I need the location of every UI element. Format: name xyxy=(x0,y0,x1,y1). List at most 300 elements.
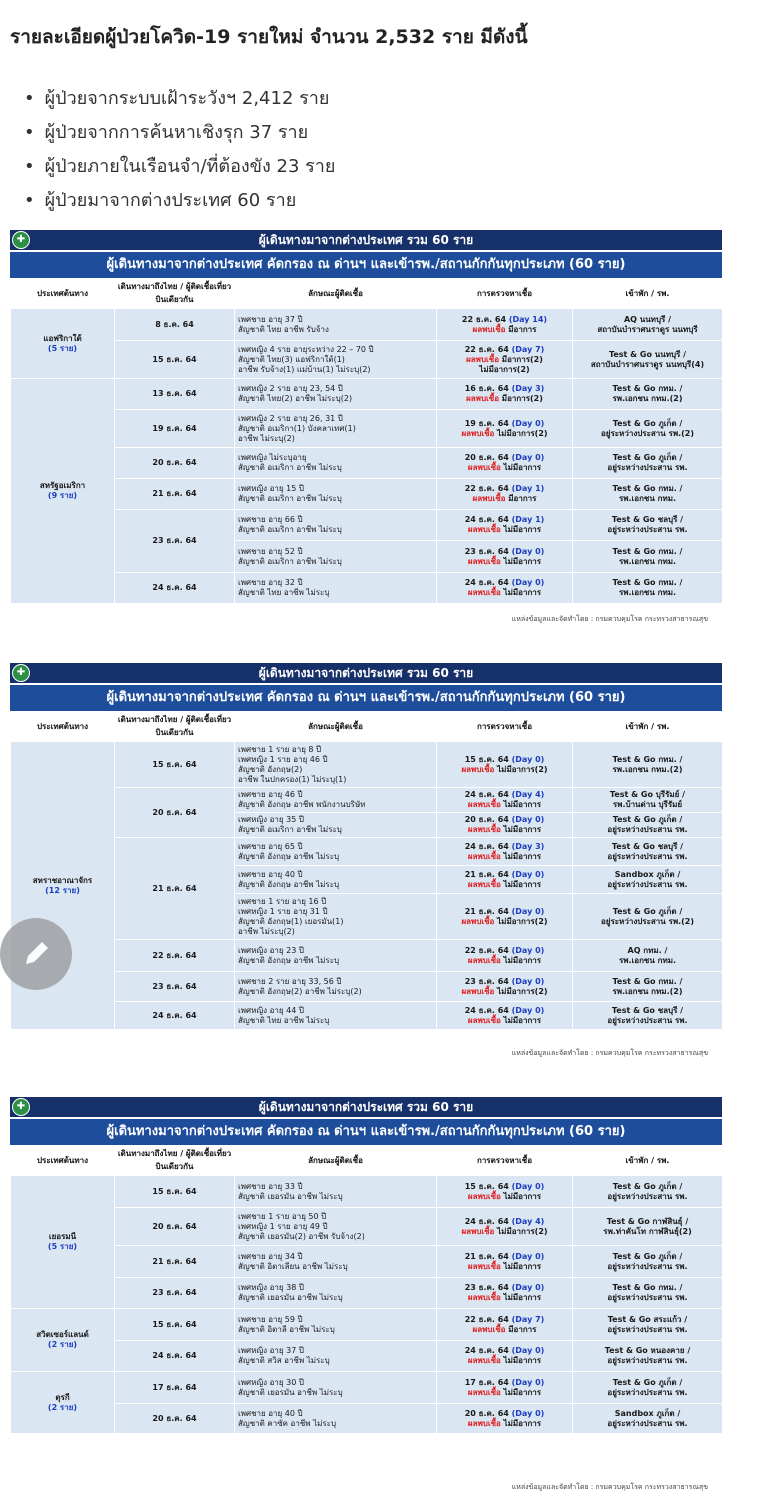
test-date: 15 ธ.ค. 64 xyxy=(464,754,512,764)
test-date: 22 ธ.ค. 64 xyxy=(464,484,512,493)
positive-label: ผลพบเชื้อ xyxy=(466,394,502,403)
column-header: การตรวจหาเชื้อ xyxy=(437,278,573,309)
quarantine-line: Sandbox ภูเก็ต / xyxy=(614,869,681,879)
test-date: 24 ธ.ค. 64 xyxy=(464,578,512,587)
column-header: เข้าพัก / รพ. xyxy=(573,1145,723,1176)
test-date: 24 ธ.ค. 64 xyxy=(464,515,512,524)
source-note: แหล่งข้อมูลและจัดทำโดย : กรมควบคุมโรค กระทรวงสาธารณสุข xyxy=(511,615,708,623)
arrival-date-cell: 21 ธ.ค. 64 xyxy=(115,479,235,510)
table-row xyxy=(11,510,723,541)
test-result-cell xyxy=(437,1208,573,1246)
quarantine-line: Test & Go บุรีรัมย์ / xyxy=(609,790,686,799)
test-day: (Day 0) xyxy=(511,1005,545,1015)
quarantine-line: อยู่ระหว่างประสาน รพ. xyxy=(607,1191,688,1201)
test-date: 24 ธ.ค. 64 xyxy=(464,1216,512,1226)
covid-table-panel xyxy=(10,1097,722,1434)
symptom-status: ไม่มีอาการ(2) xyxy=(479,364,530,374)
patient-description-cell xyxy=(235,379,437,410)
country-name: ตุรกี xyxy=(55,1392,70,1402)
column-header: เดินทางมาถึงไทย / ผู้ติดเชื้อเที่ยวบินเดียวกัน xyxy=(115,711,235,742)
symptom-status: ไม่มีอาการ xyxy=(503,463,542,472)
test-result-cell xyxy=(437,894,573,940)
description-line: สัญชาติ เยอรมัน อาชีพ ไม่ระบุ xyxy=(238,1191,343,1201)
patient-description-cell xyxy=(235,1372,437,1404)
symptom-status: ไม่มีอาการ(2) xyxy=(497,764,548,774)
positive-label: ผลพบเชื้อ xyxy=(467,800,504,809)
table-row xyxy=(11,1278,723,1309)
test-day: (Day 3) xyxy=(511,384,545,393)
quarantine-line: Test & Go กทม. / xyxy=(612,484,683,493)
description-line: สัญชาติ อังกฤษ อาชีพ ไม่ระบุ xyxy=(238,955,340,965)
quarantine-line: รพ.ท่าคันโท กาฬสินธุ์(2) xyxy=(603,1226,692,1236)
test-result-cell xyxy=(437,573,573,604)
description-line: เพศหญิง 4 ราย อายุระหว่าง 22 – 70 ปี xyxy=(238,344,374,354)
description-line: เพศหญิง อายุ 30 ปี xyxy=(238,1377,304,1387)
table-row xyxy=(11,309,723,341)
arrival-date-cell: 19 ธ.ค. 64 xyxy=(115,410,235,448)
table-row xyxy=(11,379,723,410)
arrival-date-cell: 15 ธ.ค. 64 xyxy=(115,1176,235,1208)
description-line: เพศหญิง อายุ 35 ปี xyxy=(238,815,304,824)
description-line: อาชีพ ไม่ระบุ(2) xyxy=(238,926,295,936)
quarantine-line: อยู่ระหว่างประสาน รพ. xyxy=(607,851,688,861)
symptom-status: มีอาการ xyxy=(508,494,537,503)
symptom-status: ไม่มีอาการ xyxy=(503,1191,542,1201)
positive-label: ผลพบเชื้อ xyxy=(466,354,502,364)
cases-table xyxy=(10,1145,723,1434)
test-day: (Day 4) xyxy=(511,1216,545,1226)
test-day: (Day 0) xyxy=(511,1251,545,1261)
test-result-cell xyxy=(437,309,573,341)
table-row xyxy=(11,410,723,448)
quarantine-line: AQ กทม. / xyxy=(627,945,668,955)
panel-title-text: ผู้เดินทางมาจากต่างประเทศ รวม 60 ราย xyxy=(258,666,474,680)
description-line: เพศชาย อายุ 52 ปี xyxy=(238,546,303,556)
patient-description-cell xyxy=(235,742,437,788)
test-day: (Day 0) xyxy=(511,869,545,879)
symptom-status: ไม่มีอาการ xyxy=(503,1418,542,1428)
description-line: อาชีพ รับจ้าง(1) แม่บ้าน(1) ไม่ระบุ(2) xyxy=(238,364,371,374)
table-row xyxy=(11,838,723,866)
quarantine-line: รพ.เอกชน กทม.(2) xyxy=(612,986,683,996)
summary-item: • ผู้ป่วยมาจากต่างประเทศ 60 ราย xyxy=(24,184,335,218)
description-line: เพศหญิง ไม่ระบุอายุ xyxy=(238,453,307,462)
test-result-cell xyxy=(437,813,573,838)
patient-description-cell xyxy=(235,1208,437,1246)
description-line: สัญชาติ เยอรมัน อาชีพ ไม่ระบุ xyxy=(238,1387,343,1397)
quarantine-place-cell xyxy=(573,1404,723,1434)
arrival-date-cell: 23 ธ.ค. 64 xyxy=(115,1278,235,1309)
column-header: เดินทางมาถึงไทย / ผู้ติดเชื้อเที่ยวบินเดียวกัน xyxy=(115,1145,235,1176)
column-header: ประเทศต้นทาง xyxy=(11,711,115,742)
test-day: (Day 0) xyxy=(511,1346,545,1355)
test-day: (Day 1) xyxy=(511,515,545,524)
quarantine-place-cell xyxy=(573,1002,723,1030)
test-result-cell xyxy=(437,510,573,541)
column-header: เข้าพัก / รพ. xyxy=(573,711,723,742)
description-line: เพศชาย อายุ 37 ปี xyxy=(238,314,303,324)
quarantine-line: รพ.บ้านด่าน บุรีรัมย์ xyxy=(612,800,683,809)
arrival-date-cell: 21 ธ.ค. 64 xyxy=(115,838,235,940)
quarantine-place-cell xyxy=(573,1246,723,1278)
test-day: (Day 0) xyxy=(511,976,545,986)
column-header: การตรวจหาเชื้อ xyxy=(437,1145,573,1176)
description-line: เพศหญิง อายุ 38 ปี xyxy=(238,1283,304,1292)
test-date: 24 ธ.ค. 64 xyxy=(464,1005,512,1015)
test-result-cell xyxy=(437,1404,573,1434)
arrival-date-cell: 23 ธ.ค. 64 xyxy=(115,972,235,1002)
quarantine-place-cell xyxy=(573,448,723,479)
quarantine-line: AQ นนทบุรี / xyxy=(623,314,672,324)
symptom-status: ไม่มีอาการ(2) xyxy=(497,1226,548,1236)
quarantine-place-cell xyxy=(573,894,723,940)
ministry-logo-icon: ✚ xyxy=(12,664,30,682)
origin-country-cell xyxy=(11,1176,115,1309)
description-line: สัญชาติ อังกฤษ อาชีพ พนักงานบริษัท xyxy=(238,800,366,809)
column-header: ประเทศต้นทาง xyxy=(11,278,115,309)
description-line: เพศหญิง อายุ 44 ปี xyxy=(238,1005,304,1015)
arrival-date-cell: 21 ธ.ค. 64 xyxy=(115,1246,235,1278)
quarantine-line: Test & Go กทม. / xyxy=(612,384,683,393)
quarantine-line: รพ.เอกชน กทม. xyxy=(618,494,677,503)
patient-description-cell xyxy=(235,940,437,972)
quarantine-line: อยู่ระหว่างประสาน รพ. xyxy=(607,525,688,534)
test-result-cell xyxy=(437,742,573,788)
description-line: เพศหญิง อายุ 23 ปี xyxy=(238,945,304,955)
table-row xyxy=(11,788,723,813)
description-line: เพศหญิง อายุ 37 ปี xyxy=(238,1346,304,1355)
covid-table-panel xyxy=(10,663,722,1030)
column-header: เดินทางมาถึงไทย / ผู้ติดเชื้อเที่ยวบินเดียวกัน xyxy=(115,278,235,309)
quarantine-line: Test & Go ภูเก็ต / xyxy=(612,1377,683,1387)
positive-label: ผลพบเชื้อ xyxy=(461,428,498,438)
arrival-date-cell: 20 ธ.ค. 64 xyxy=(115,1404,235,1434)
test-date: 24 ธ.ค. 64 xyxy=(464,1346,512,1355)
table-header-row xyxy=(11,1145,723,1176)
test-result-cell xyxy=(437,541,573,573)
quarantine-place-cell xyxy=(573,573,723,604)
positive-label: ผลพบเชื้อ xyxy=(467,825,504,834)
arrival-date-cell: 20 ธ.ค. 64 xyxy=(115,788,235,838)
column-header: การตรวจหาเชื้อ xyxy=(437,711,573,742)
positive-label: ผลพบเชื้อ xyxy=(467,955,504,965)
patient-description-cell xyxy=(235,813,437,838)
symptom-status: ไม่มีอาการ xyxy=(503,879,542,889)
symptom-status: มีอาการ xyxy=(508,1324,537,1334)
table-header-row xyxy=(11,711,723,742)
patient-description-cell xyxy=(235,479,437,510)
test-result-cell xyxy=(437,1372,573,1404)
description-line: สัญชาติ อังกฤษ(2) อาชีพ ไม่ระบุ(2) xyxy=(238,986,362,996)
country-name: สหราชอาณาจักร xyxy=(32,875,93,885)
quarantine-line: อยู่ระหว่างประสาน รพ. xyxy=(607,1418,688,1428)
positive-label: ผลพบเชื้อ xyxy=(461,916,498,926)
arrival-date-cell: 8 ธ.ค. 64 xyxy=(115,309,235,341)
positive-label: ผลพบเชื้อ xyxy=(467,556,504,566)
test-date: 17 ธ.ค. 64 xyxy=(464,1377,512,1387)
test-result-cell xyxy=(437,1309,573,1341)
patient-description-cell xyxy=(235,573,437,604)
symptom-status: ไม่มีอาการ xyxy=(503,955,542,965)
quarantine-line: Test & Go ภูเก็ต / xyxy=(612,906,683,916)
quarantine-line: Test & Go สระแก้ว / xyxy=(607,1314,688,1324)
test-result-cell xyxy=(437,972,573,1002)
country-count: (2 ราย) xyxy=(47,1340,78,1349)
symptom-status: ไม่มีอาการ xyxy=(503,1293,542,1302)
quarantine-line: รพ.เอกชน กทม. xyxy=(618,556,677,566)
quarantine-line: Test & Go ภูเก็ต / xyxy=(612,453,683,462)
description-line: เพศชาย 1 ราย อายุ 50 ปี xyxy=(238,1211,327,1221)
quarantine-line: รพ.เอกชน กทม.(2) xyxy=(612,764,683,774)
panel-title xyxy=(10,230,722,250)
ministry-logo-icon: ✚ xyxy=(12,1098,30,1116)
quarantine-place-cell xyxy=(573,788,723,813)
quarantine-place-cell xyxy=(573,1309,723,1341)
arrival-date-cell: 20 ธ.ค. 64 xyxy=(115,1208,235,1246)
description-line: เพศชาย อายุ 40 ปี xyxy=(238,1408,303,1418)
test-result-cell xyxy=(437,788,573,813)
quarantine-line: Test & Go กทม. / xyxy=(612,546,683,556)
pencil-icon xyxy=(18,936,54,972)
panel-subtitle: ผู้เดินทางมาจากต่างประเทศ คัดกรอง ณ ด่านฯ และเข้ารพ./สถานกักกันทุกประเภท (60 ราย) xyxy=(10,683,722,711)
positive-label: ผลพบเชื้อ xyxy=(467,1261,504,1271)
positive-label: ผลพบเชื้อ xyxy=(467,588,504,597)
quarantine-place-cell xyxy=(573,1208,723,1246)
test-date: 22 ธ.ค. 64 xyxy=(464,945,512,955)
quarantine-line: Test & Go กทม. / xyxy=(612,578,683,587)
symptom-status: ไม่มีอาการ xyxy=(503,525,542,534)
test-day: (Day 0) xyxy=(511,1283,545,1292)
quarantine-line: Test & Go ภูเก็ต / xyxy=(612,418,683,428)
description-line: อาชีพ ไม่ระบุ(2) xyxy=(238,433,295,443)
description-line: เพศชาย อายุ 34 ปี xyxy=(238,1251,303,1261)
arrival-date-cell: 22 ธ.ค. 64 xyxy=(115,940,235,972)
description-line: เพศชาย 2 ราย อายุ 33, 56 ปี xyxy=(238,976,342,986)
description-line: เพศหญิง 2 ราย อายุ 23, 54 ปี xyxy=(238,384,343,393)
description-line: สัญชาติ ไทย(2) อาชีพ ไม่ระบุ(2) xyxy=(238,394,353,403)
covid-table-panel xyxy=(10,230,722,604)
quarantine-line: อยู่ระหว่างประสาน รพ. xyxy=(607,825,688,834)
ministry-logo-icon: ✚ xyxy=(12,231,30,249)
test-day: (Day 4) xyxy=(511,790,545,799)
description-line: สัญชาติ คาซัค อาชีพ ไม่ระบุ xyxy=(238,1418,337,1428)
source-note: แหล่งข้อมูลและจัดทำโดย : กรมควบคุมโรค กระทรวงสาธารณสุข xyxy=(511,1049,708,1057)
test-result-cell xyxy=(437,1341,573,1372)
symptom-status: ไม่มีอาการ(2) xyxy=(497,916,548,926)
quarantine-place-cell xyxy=(573,940,723,972)
test-day: (Day 0) xyxy=(511,815,545,824)
quarantine-place-cell xyxy=(573,541,723,573)
country-name: สหรัฐอเมริกา xyxy=(39,481,86,490)
description-line: สัญชาติ อเมริกา อาชีพ ไม่ระบุ xyxy=(238,556,342,566)
test-date: 21 ธ.ค. 64 xyxy=(464,869,512,879)
patient-description-cell xyxy=(235,1176,437,1208)
symptom-status: มีอาการ(2) xyxy=(501,394,543,403)
test-result-cell xyxy=(437,940,573,972)
symptom-status: ไม่มีอาการ xyxy=(503,1261,542,1271)
test-date: 19 ธ.ค. 64 xyxy=(464,418,512,428)
patient-description-cell xyxy=(235,894,437,940)
quarantine-line: รพ.เอกชน กทม.(2) xyxy=(612,394,683,403)
description-line: อาชีพ ในปกครอง(1) ไม่ระบุ(1) xyxy=(238,774,347,784)
description-line: เพศชาย อายุ 66 ปี xyxy=(238,515,303,524)
column-header: ลักษณะผู้ติดเชื้อ xyxy=(235,1145,437,1176)
test-result-cell xyxy=(437,379,573,410)
positive-label: ผลพบเชื้อ xyxy=(467,1356,504,1365)
quarantine-place-cell xyxy=(573,479,723,510)
table-row xyxy=(11,1176,723,1208)
arrival-date-cell: 15 ธ.ค. 64 xyxy=(115,1309,235,1341)
table-row xyxy=(11,1002,723,1030)
test-result-cell xyxy=(437,1176,573,1208)
test-date: 20 ธ.ค. 64 xyxy=(464,815,512,824)
positive-label: ผลพบเชื้อ xyxy=(472,324,509,334)
description-line: สัญชาติ อิตาเลียน อาชีพ ไม่ระบุ xyxy=(238,1261,348,1271)
country-name: เยอรมนี xyxy=(48,1232,77,1241)
symptom-status: มีอาการ(2) xyxy=(501,354,543,364)
positive-label: ผลพบเชื้อ xyxy=(461,986,498,996)
patient-description-cell xyxy=(235,448,437,479)
description-line: เพศหญิง 1 ราย อายุ 49 ปี xyxy=(238,1221,328,1231)
summary-item: • ผู้ป่วยจากการค้นหาเชิงรุก 37 ราย xyxy=(24,116,335,150)
test-result-cell xyxy=(437,866,573,894)
table-header-row xyxy=(11,278,723,309)
edit-fab-button[interactable] xyxy=(0,918,72,990)
patient-description-cell xyxy=(235,1309,437,1341)
test-result-cell xyxy=(437,410,573,448)
quarantine-line: อยู่ระหว่างประสาน รพ. xyxy=(607,1261,688,1271)
test-date: 15 ธ.ค. 64 xyxy=(464,1181,512,1191)
column-header: ลักษณะผู้ติดเชื้อ xyxy=(235,711,437,742)
test-date: 21 ธ.ค. 64 xyxy=(464,906,512,916)
patient-description-cell xyxy=(235,341,437,379)
quarantine-place-cell xyxy=(573,1341,723,1372)
test-date: 23 ธ.ค. 64 xyxy=(464,546,512,556)
table-row xyxy=(11,1246,723,1278)
quarantine-place-cell xyxy=(573,379,723,410)
description-line: สัญชาติ อเมริกา(1) บังคลาเทศ(1) xyxy=(238,423,356,433)
test-day: (Day 0) xyxy=(511,906,545,916)
patient-description-cell xyxy=(235,510,437,541)
country-count: (9 ราย) xyxy=(47,491,78,500)
description-line: สัญชาติ อังกฤษ(1) เยอรมัน(1) xyxy=(238,916,344,926)
patient-description-cell xyxy=(235,1246,437,1278)
patient-description-cell xyxy=(235,1278,437,1309)
patient-description-cell xyxy=(235,972,437,1002)
quarantine-line: Test & Go กทม. / xyxy=(612,754,683,764)
test-day: (Day 0) xyxy=(511,1408,545,1418)
quarantine-place-cell xyxy=(573,510,723,541)
table-row xyxy=(11,341,723,379)
table-row xyxy=(11,1341,723,1372)
test-result-cell xyxy=(437,448,573,479)
quarantine-line: Test & Go หนองคาย / xyxy=(604,1346,691,1355)
cases-table xyxy=(10,711,723,1030)
test-day: (Day 1) xyxy=(511,484,545,493)
patient-description-cell xyxy=(235,410,437,448)
symptom-status: ไม่มีอาการ xyxy=(503,1387,542,1397)
description-line: เพศหญิง 2 ราย อายุ 26, 31 ปี xyxy=(238,413,343,423)
arrival-date-cell: 24 ธ.ค. 64 xyxy=(115,1341,235,1372)
positive-label: ผลพบเชื้อ xyxy=(472,494,509,503)
positive-label: ผลพบเชื้อ xyxy=(472,1324,509,1334)
description-line: สัญชาติ อเมริกา อาชีพ ไม่ระบุ xyxy=(238,825,342,834)
quarantine-line: Test & Go ชลบุรี / xyxy=(611,1005,684,1015)
test-day: (Day 14) xyxy=(508,314,548,324)
test-day: (Day 0) xyxy=(511,1377,545,1387)
description-line: เพศชาย อายุ 32 ปี xyxy=(238,578,303,587)
table-row xyxy=(11,479,723,510)
description-line: เพศชาย อายุ 33 ปี xyxy=(238,1181,303,1191)
quarantine-line: Test & Go ชลบุรี / xyxy=(611,841,684,851)
quarantine-line: อยู่ระหว่างประสาน รพ.(2) xyxy=(600,916,695,926)
quarantine-line: สถาบันบำราศนราดูร นนทบุรี(4) xyxy=(590,359,705,369)
column-header: ประเทศต้นทาง xyxy=(11,1145,115,1176)
positive-label: ผลพบเชื้อ xyxy=(461,1226,498,1236)
positive-label: ผลพบเชื้อ xyxy=(467,851,504,861)
symptom-status: มีอาการ xyxy=(508,324,537,334)
positive-label: ผลพบเชื้อ xyxy=(467,1191,504,1201)
description-line: เพศชาย อายุ 65 ปี xyxy=(238,841,303,851)
description-line: เพศหญิง อายุ 15 ปี xyxy=(238,484,304,493)
test-day: (Day 0) xyxy=(511,546,545,556)
test-day: (Day 0) xyxy=(511,453,545,462)
symptom-status: ไม่มีอาการ xyxy=(503,588,542,597)
patient-description-cell xyxy=(235,838,437,866)
test-date: 21 ธ.ค. 64 xyxy=(464,1251,512,1261)
test-date: 22 ธ.ค. 64 xyxy=(464,1314,512,1324)
quarantine-line: อยู่ระหว่างประสาน รพ. xyxy=(607,1015,688,1025)
origin-country-cell xyxy=(11,379,115,604)
test-day: (Day 0) xyxy=(511,945,545,955)
description-line: สัญชาติ ไทย อาชีพ ไม่ระบุ xyxy=(238,588,330,597)
description-line: สัญชาติ ไทย อาชีพ ไม่ระบุ xyxy=(238,1015,330,1025)
test-date: 22 ธ.ค. 64 xyxy=(461,314,509,324)
quarantine-line: อยู่ระหว่างประสาน รพ. xyxy=(607,1356,688,1365)
quarantine-line: รพ.เอกชน กทม. xyxy=(618,588,677,597)
panel-title xyxy=(10,1097,722,1117)
origin-country-cell xyxy=(11,1309,115,1372)
arrival-date-cell: 15 ธ.ค. 64 xyxy=(115,742,235,788)
test-date: 23 ธ.ค. 64 xyxy=(464,976,512,986)
test-date: 24 ธ.ค. 64 xyxy=(464,790,512,799)
table-row xyxy=(11,1404,723,1434)
test-result-cell xyxy=(437,838,573,866)
description-line: สัญชาติ เยอรมัน อาชีพ ไม่ระบุ xyxy=(238,1293,343,1302)
panel-title xyxy=(10,663,722,683)
positive-label: ผลพบเชื้อ xyxy=(467,879,504,889)
country-count: (5 ราย) xyxy=(47,1242,78,1251)
description-line: สัญชาติ อเมริกา อาชีพ ไม่ระบุ xyxy=(238,525,342,534)
quarantine-line: Test & Go กทม. / xyxy=(612,976,683,986)
quarantine-place-cell xyxy=(573,742,723,788)
cases-table xyxy=(10,278,723,604)
column-header: เข้าพัก / รพ. xyxy=(573,278,723,309)
quarantine-line: สถาบันบำราศนราดูร นนทบุรี xyxy=(597,324,698,334)
description-line: สัญชาติ สวิส อาชีพ ไม่ระบุ xyxy=(238,1356,330,1365)
description-line: สัญชาติ อเมริกา อาชีพ ไม่ระบุ xyxy=(238,463,342,472)
positive-label: ผลพบเชื้อ xyxy=(467,1293,504,1302)
symptom-status: ไม่มีอาการ(2) xyxy=(497,428,548,438)
description-line: เพศชาย อายุ 40 ปี xyxy=(238,869,303,879)
description-line: สัญชาติ เยอรมัน(2) อาชีพ รับจ้าง(2) xyxy=(238,1231,365,1241)
quarantine-line: อยู่ระหว่างประสาน รพ. xyxy=(607,879,688,889)
description-line: เพศชาย 1 ราย อายุ 16 ปี xyxy=(238,896,327,906)
quarantine-line: Test & Go ภูเก็ต / xyxy=(612,1181,683,1191)
patient-description-cell xyxy=(235,1341,437,1372)
quarantine-place-cell xyxy=(573,1372,723,1404)
quarantine-place-cell xyxy=(573,813,723,838)
